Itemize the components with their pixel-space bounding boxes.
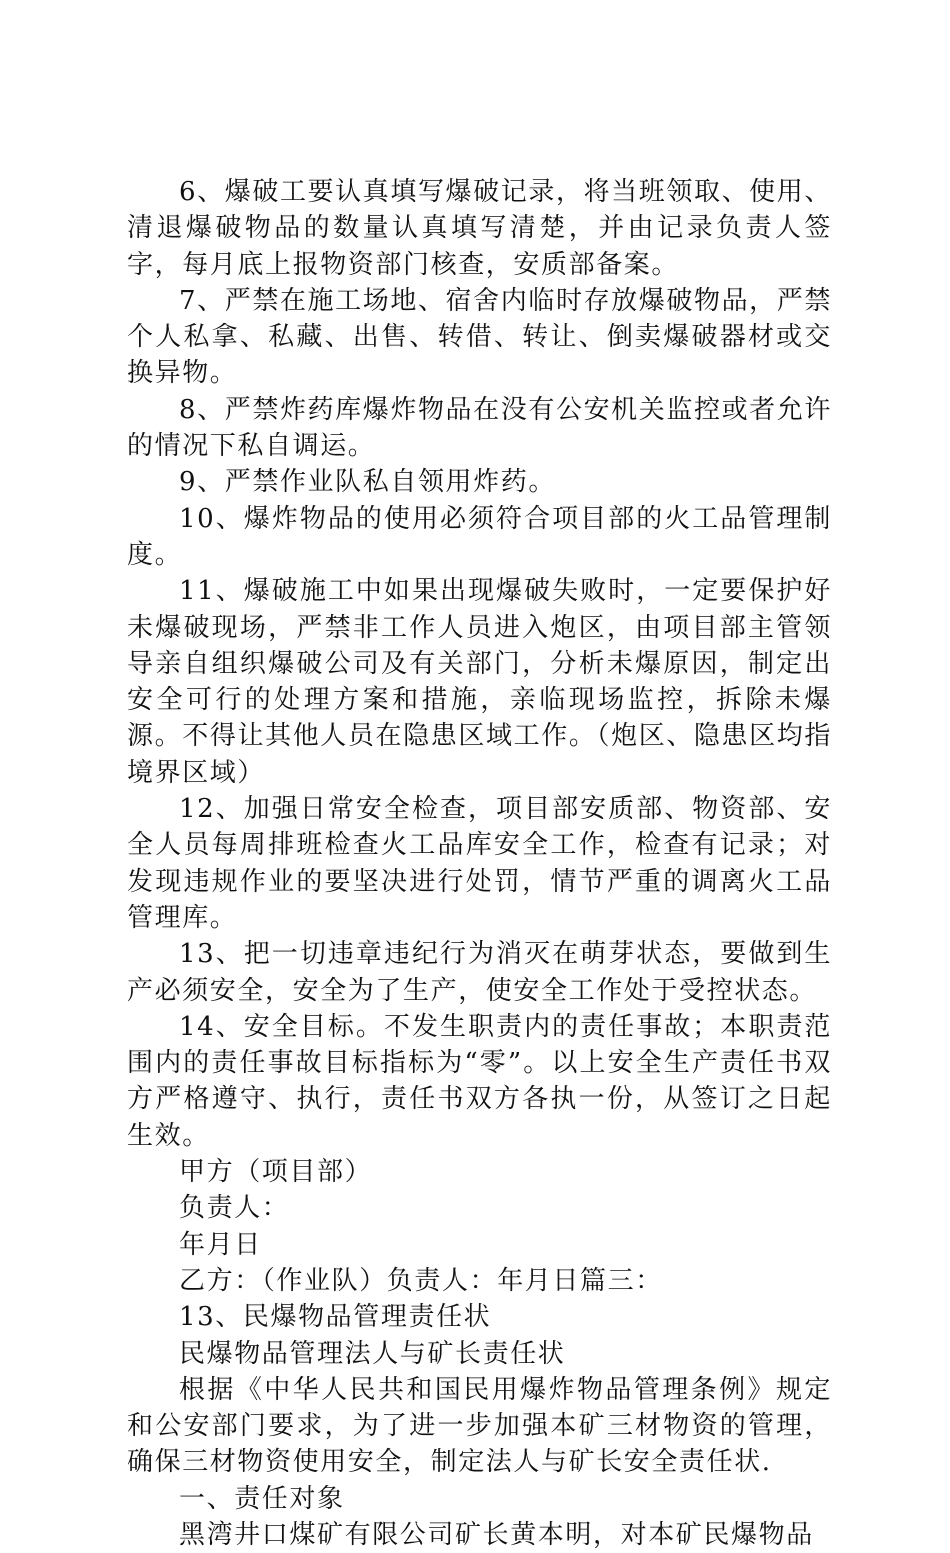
- paragraph-7: 7、严禁在施工场地、宿舍内临时存放爆破物品，严禁个人私拿、私藏、出售、转借、转让、倒卖爆破器材或交换异物。: [127, 285, 832, 389]
- paragraph-10: 10、爆炸物品的使用必须符合项目部的火工品管理制度。: [127, 503, 832, 570]
- intro-paragraph: 根据《中华人民共和国民用爆炸物品管理条例》规定和公安部门要求，为了进一步加强本矿三材物资的管理，确保三材物资使用安全，制定法人与矿长安全责任状.: [127, 1374, 832, 1478]
- responsible-person-line: 负责人：: [179, 1193, 290, 1224]
- date-line: 年月日: [179, 1229, 262, 1260]
- section-heading: 13、民爆物品管理责任状: [179, 1302, 492, 1333]
- paragraph-13: 13、把一切违章违纪行为消灭在萌芽状态，要做到生产必须安全，安全为了生产，使安全工作处于受控状态。: [127, 939, 832, 1006]
- paragraph-6: 6、爆破工要认真填写爆破记录，将当班领取、使用、清退爆破物品的数量认真填写清楚，并由记录负责人签字，每月底上报物资部门核查，安质部备案。: [127, 177, 832, 280]
- subheading-responsibility-target: 一、责任对象: [179, 1483, 345, 1514]
- responsibility-target-text: 黑湾井口煤矿有限公司矿长黄本明，对本矿民爆物品: [179, 1519, 814, 1550]
- document-body: [127, 174, 832, 1553]
- party-b-line: 乙方：（作业队）负责人：年月日篇三：: [179, 1265, 663, 1296]
- document-title: 民爆物品管理法人与矿长责任状: [179, 1338, 566, 1369]
- paragraph-8: 8、严禁炸药库爆炸物品在没有公安机关监控或者允许的情况下私自调运。: [127, 394, 832, 462]
- paragraph-14: 14、安全目标。不发生职责内的责任事故；本职责范围内的责任事故目标指标为“零”。以上安全生产责任书双方严格遵守、执行，责任书双方各执一份，从签订之日起生效。: [127, 1011, 832, 1151]
- party-a-line: 甲方（项目部）: [179, 1157, 373, 1188]
- paragraph-9: 9、严禁作业队私自领用炸药。: [179, 467, 556, 498]
- paragraph-11: 11、爆破施工中如果出现爆破失败时，一定要保护好未爆破现场，严禁非工作人员进入炮区，由项目部主管领导亲自组织爆破公司及有关部门，分析未爆原因，制定出安全可行的处理方案和措施，亲临现场监控，拆除未爆源。不得让其他人员在隐患区域工作。（炮区、隐患区均指境界区域）: [127, 576, 832, 788]
- paragraph-12: 12、加强日常安全检查，项目部安质部、物资部、安全人员每周排班检查火工品库安全工作，检查有记录；对发现违规作业的要坚决进行处罚，情节严重的调离火工品管理库。: [127, 794, 832, 933]
